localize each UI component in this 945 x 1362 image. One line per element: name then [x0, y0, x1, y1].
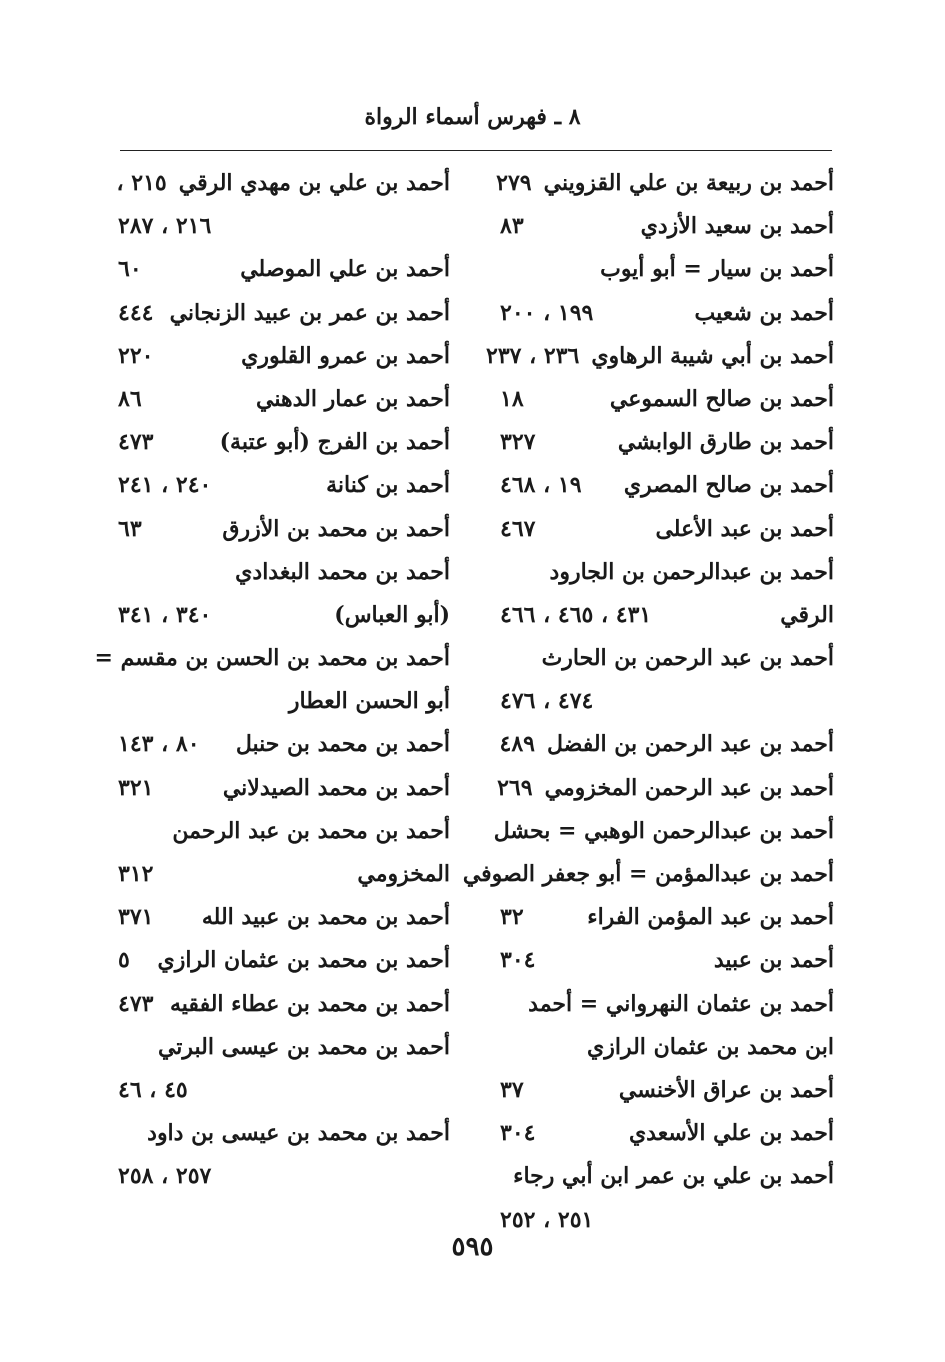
index-entry [118, 248, 450, 291]
page-number: ٥٩٥ [451, 1232, 494, 1262]
entry-pages: ٢٥٧ ، ٢٥٨ [118, 1163, 212, 1190]
index-entry [118, 292, 450, 335]
index-entry [118, 551, 450, 594]
entry-pages: ٢٥١ ، ٢٥٢ [500, 1206, 594, 1233]
entry-pages: ٣٢ [500, 904, 524, 931]
entry-name: المخزومي [357, 861, 450, 887]
index-entry [500, 983, 834, 1026]
index-entry [462, 853, 834, 896]
entry-pages: ٤٦٧ [500, 515, 536, 542]
entry-name: أحمد بن علي بن مهدي الرقي [178, 170, 450, 196]
index-entry [493, 810, 834, 853]
index-entry [500, 637, 834, 680]
entry-name: أحمد بن محمد بن عبد الرحمن [172, 817, 450, 844]
entry-pages: ٣٧ [500, 1076, 524, 1103]
entry-pages: ٢١٥ ، [116, 170, 167, 196]
entry-name: أحمد بن ربيعة بن علي القزويني [543, 170, 834, 196]
index-entry [500, 896, 834, 939]
entry-name: أحمد بن سعيد الأزدي [640, 213, 834, 240]
entry-name: أحمد بن الفرج (أبو عتبة) [219, 429, 450, 456]
entry-name: أحمد بن أبي شيبة الرهاوي [591, 342, 834, 369]
entry-name: (أبو العباس) [334, 601, 450, 628]
index-entry [500, 464, 834, 507]
entry-name: أحمد بن محمد بن الأزرق [222, 515, 450, 542]
index-entry [118, 1155, 450, 1198]
entry-pages: ٢٢٠ [118, 342, 154, 369]
entry-name: أحمد بن عبد الرحمن بن الفضل [546, 731, 834, 758]
entry-pages: ٢٤٠ ، ٢٤١ [118, 472, 212, 499]
entry-name: أحمد بن علي بن عمر ابن أبي رجاء [513, 1163, 834, 1190]
entry-pages: ٤٥ ، ٤٦ [118, 1076, 188, 1103]
entry-pages: ٣٢١ [118, 774, 154, 801]
entry-name: أحمد بن عبد المؤمن الفراء [587, 904, 834, 931]
index-entry [118, 767, 450, 810]
index-entry [500, 594, 834, 637]
index-entry [118, 853, 450, 896]
entry-name: أحمد بن عبدالمؤمن = أبو جعفر الصوفي [462, 861, 834, 887]
entry-name: أحمد بن عبدالرحمن الوهبي = بحشل [493, 817, 834, 844]
index-entry [118, 335, 450, 378]
entry-pages: ٣٠٤ [500, 947, 536, 974]
entry-pages: ٣٧١ [118, 904, 154, 931]
entry-pages: ٣١٢ [118, 861, 154, 887]
index-entry [118, 939, 450, 982]
index-entry [500, 1026, 834, 1069]
entry-pages: ٥ [118, 947, 130, 974]
entry-name: أحمد بن سيار = أبو أيوب [600, 256, 834, 283]
header-divider [120, 150, 832, 151]
entry-pages: ٤٧٤ ، ٤٧٦ [500, 688, 594, 715]
index-entry [500, 939, 834, 982]
index-entry [500, 1155, 834, 1198]
entry-name: أحمد بن محمد بن حنبل [235, 731, 450, 758]
entry-name: أحمد بن محمد بن الحسن بن مقسم = [94, 645, 450, 672]
index-entry [500, 205, 834, 248]
entry-name: أحمد بن صالح المصري [623, 472, 834, 499]
entry-pages: ٦٠ [118, 256, 142, 283]
entry-pages: ٨٠ ، ١٤٣ [118, 731, 200, 758]
entry-name: الرقي [780, 601, 834, 628]
entry-name: أحمد بن محمد بن عيسى بن داود [147, 1120, 450, 1147]
index-entry [118, 680, 450, 723]
index-entry [94, 637, 450, 680]
entry-pages: ١٩ ، ٤٦٨ [500, 472, 582, 499]
entry-name: أحمد بن عراق الأخنسي [618, 1076, 834, 1103]
entry-name: أحمد بن علي الموصلي [240, 256, 450, 283]
entry-name: أحمد بن كنانة [326, 472, 450, 499]
entry-pages: ٢٣٦ ، ٢٣٧ [486, 342, 580, 369]
entry-pages: ١٩٩ ، ٢٠٠ [500, 299, 594, 326]
entry-name: أحمد بن طارق الوابشي [617, 429, 834, 456]
index-entry [118, 162, 450, 205]
index-entry [118, 723, 450, 766]
entry-pages: ٢١٦ ، ٢٨٧ [118, 213, 212, 240]
index-entry [497, 767, 834, 810]
entry-name: أحمد بن عمرو القلوري [241, 342, 450, 369]
entry-name: أحمد بن علي الأسعدي [628, 1120, 834, 1147]
index-entry [118, 508, 450, 551]
entry-name: أحمد بن محمد البغدادي [235, 558, 450, 585]
entry-name: أحمد بن شعيب [694, 299, 834, 326]
index-entry [500, 1112, 834, 1155]
entry-name: أحمد بن عبيد [713, 947, 834, 974]
entry-pages: ٤٣١ ، ٤٦٥ ، ٤٦٦ [500, 601, 652, 628]
entry-pages: ٤٧٣ [118, 429, 154, 456]
index-column-right [462, 162, 834, 1242]
index-entry [118, 1112, 450, 1155]
entry-name: أبو الحسن العطار [288, 688, 450, 715]
entry-name: أحمد بن محمد الصيدلاني [222, 774, 450, 801]
entry-pages: ٤٧٣ [118, 990, 154, 1017]
index-entry [496, 162, 834, 205]
entry-name: أحمد بن عثمان النهرواني = أحمد [528, 990, 834, 1017]
entry-pages: ٣٤٠ ، ٣٤١ [118, 601, 212, 628]
index-entry [118, 421, 450, 464]
entry-pages: ٢٧٩ [496, 170, 532, 196]
entry-pages: ٤٤٤ [118, 299, 154, 326]
index-entry [500, 292, 834, 335]
entry-name: أحمد بن عبد الرحمن المخزومي [544, 774, 834, 801]
entry-name: ابن محمد بن عثمان الرازي [587, 1033, 834, 1060]
entry-name: أحمد بن محمد بن عيسى البرتي [157, 1033, 450, 1060]
index-entry [118, 983, 450, 1026]
index-entry [118, 594, 450, 637]
entry-name: أحمد بن عمر بن عبيد الزنجاني [169, 299, 450, 326]
entry-pages: ٣٠٤ [500, 1120, 536, 1147]
index-entry [500, 508, 834, 551]
entry-name: أحمد بن محمد بن عبيد الله [201, 904, 450, 931]
index-column-left [94, 162, 450, 1199]
index-entry [500, 378, 834, 421]
entry-name: أحمد بن عبدالرحمن بن الجارود [549, 558, 834, 585]
index-entry [118, 378, 450, 421]
index-entry [118, 1026, 450, 1069]
entry-pages: ٨٦ [118, 385, 142, 412]
index-entry [500, 1069, 834, 1112]
index-entry [500, 421, 834, 464]
index-entry [118, 1069, 450, 1112]
index-entry [118, 896, 450, 939]
entry-name: أحمد بن عمار الدهني [256, 385, 450, 412]
index-entry [118, 464, 450, 507]
entry-pages: ٣٢٧ [500, 429, 536, 456]
index-entry [500, 248, 834, 291]
entry-name: أحمد بن صالح السموعي [609, 385, 834, 412]
index-entry [118, 810, 450, 853]
entry-pages: ١٨ [500, 385, 524, 412]
index-entry [486, 335, 834, 378]
entry-name: أحمد بن عبد الأعلى [655, 515, 834, 542]
entry-pages: ٢٦٩ [497, 774, 533, 801]
index-entry [118, 205, 450, 248]
index-entry [500, 551, 834, 594]
index-entry [500, 723, 834, 766]
entry-name: أحمد بن محمد بن عثمان الرازي [157, 947, 450, 974]
page-header: ٨ ـ فهرس أسماء الرواة [364, 104, 581, 130]
entry-pages: ٦٣ [118, 515, 142, 542]
entry-name: أحمد بن محمد بن عطاء الفقيه [170, 990, 450, 1017]
entry-pages: ٤٨٩ [499, 731, 535, 758]
entry-name: أحمد بن عبد الرحمن بن الحارث [541, 645, 834, 672]
index-entry [500, 680, 834, 723]
entry-pages: ٨٣ [500, 213, 524, 240]
